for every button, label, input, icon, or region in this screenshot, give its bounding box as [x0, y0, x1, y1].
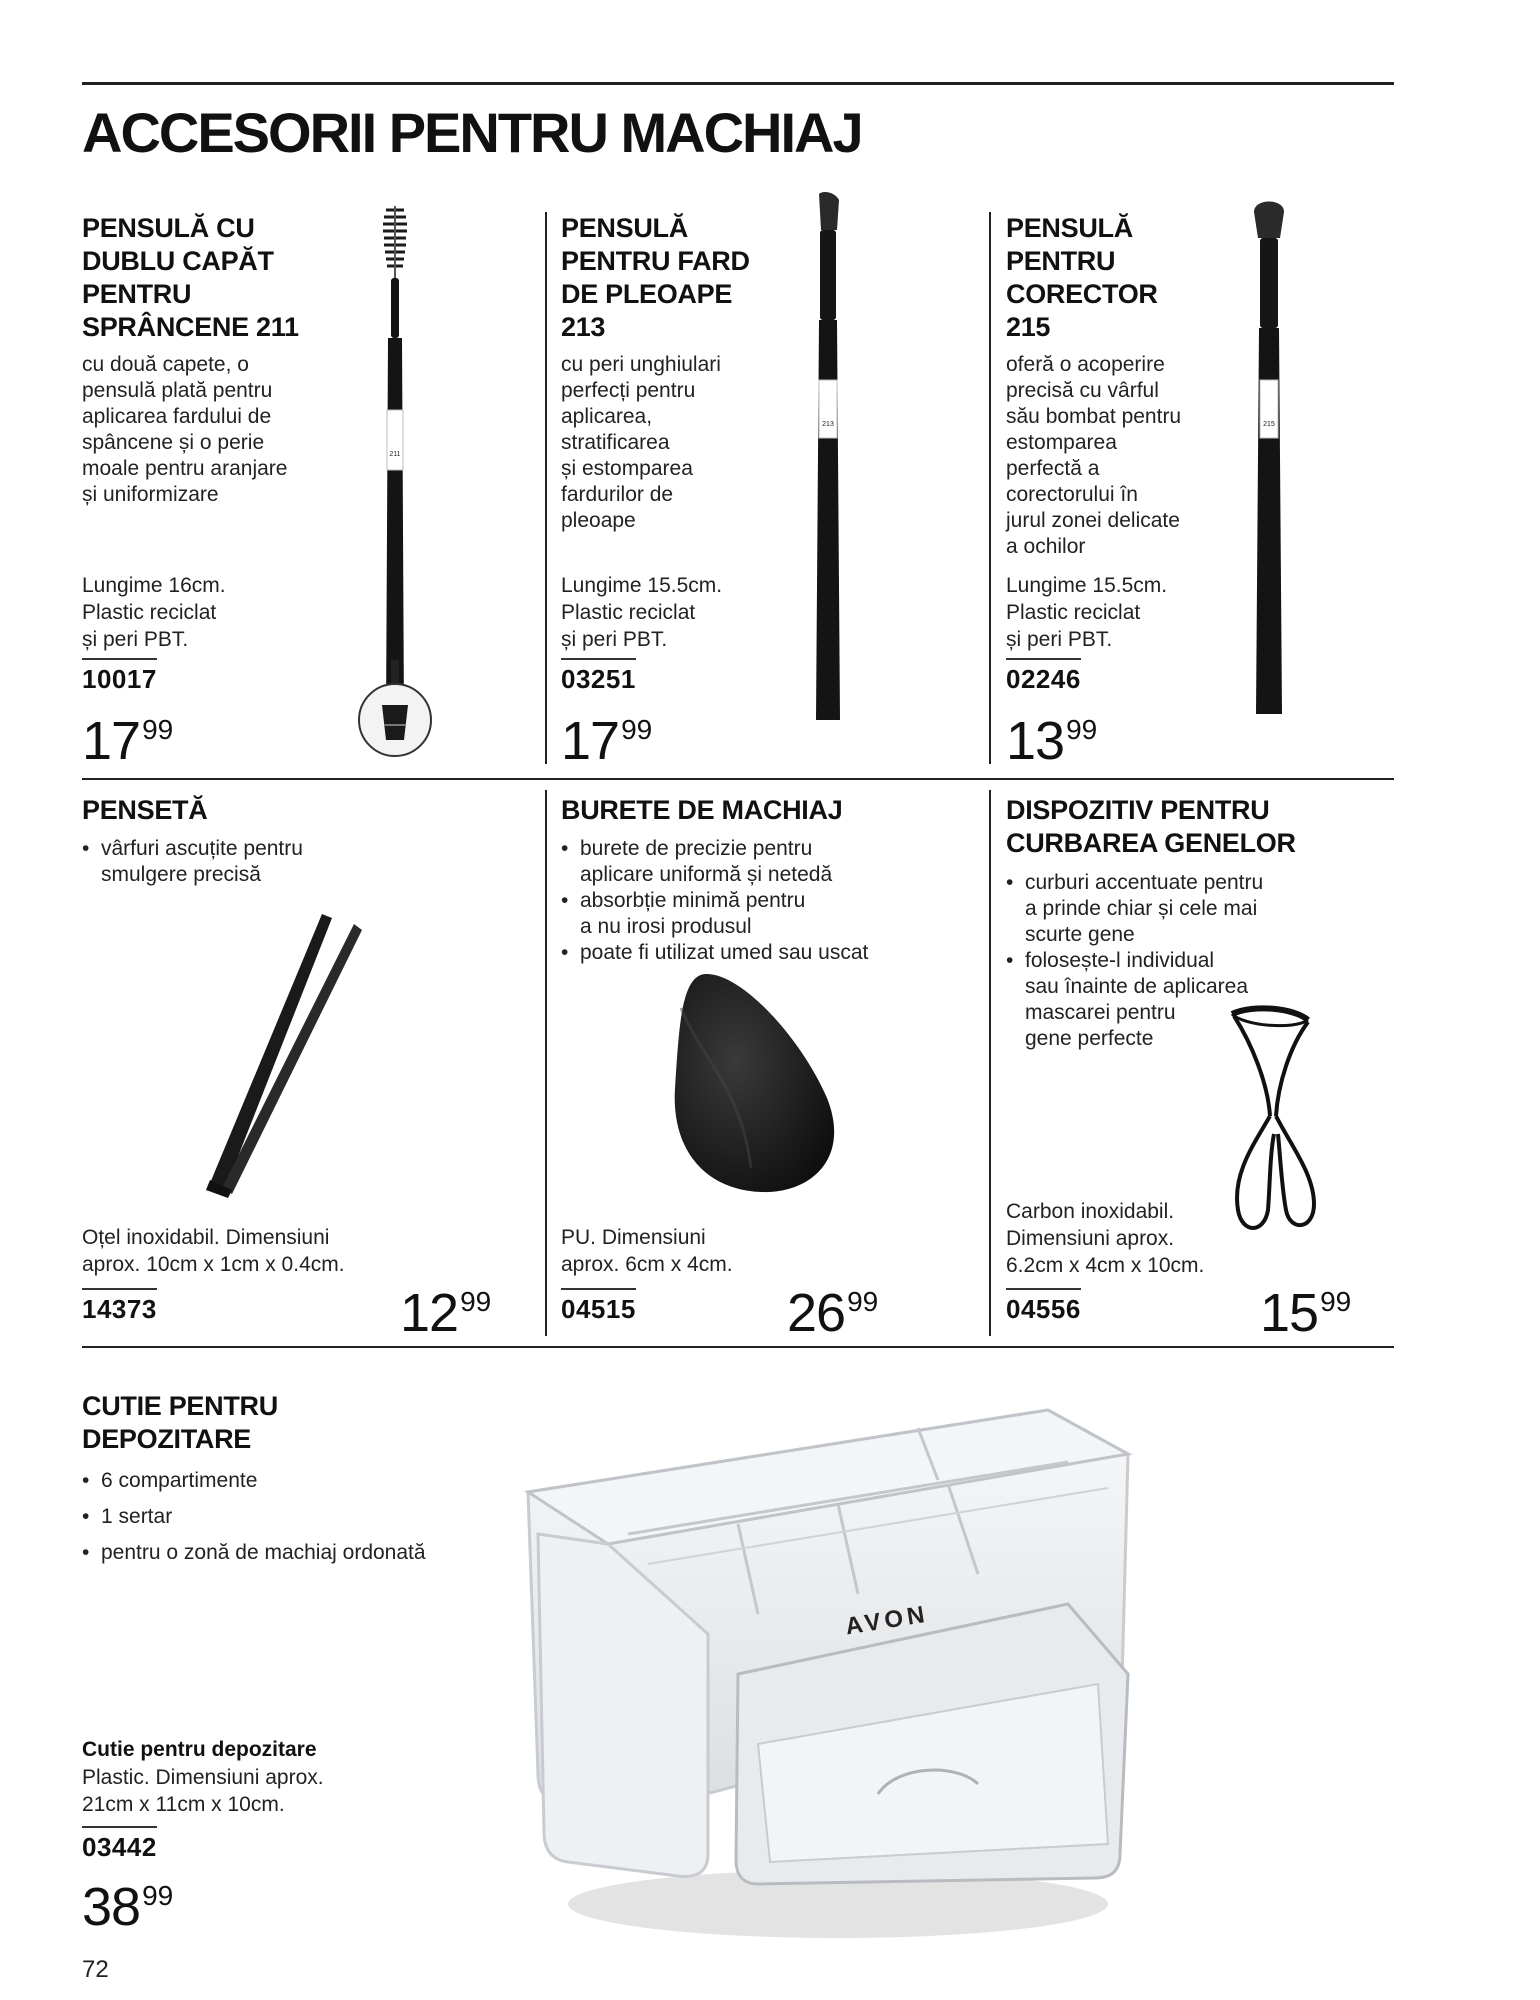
- product-card-sponge[interactable]: [561, 790, 981, 1343]
- product-specs: Lungime 15.5cm. Plastic reciclat și peri PBT.: [1006, 574, 1168, 651]
- top-rule: [82, 82, 1394, 85]
- price-cents: 99: [142, 714, 174, 745]
- product-specs: Oțel inoxidabil. Dimensiuni aprox. 10cm x 1cm x 0.4cm.: [82, 1226, 345, 1276]
- bullet-item: • folosește-l individual sau înainte de aplicarea mascarei pentru gene perfecte: [1006, 948, 1306, 1052]
- product-title: PENSETĂ: [82, 795, 208, 825]
- product-specs: Lungime 15.5cm. Plastic reciclat și peri PBT.: [561, 574, 723, 651]
- product-card-concealer-brush[interactable]: [1006, 212, 1396, 771]
- product-price: [561, 702, 652, 769]
- product-code: 03251: [561, 658, 636, 694]
- col-divider-1: [545, 212, 547, 764]
- brow-brush-image: [344, 200, 454, 760]
- concealer-brush-image: [1224, 194, 1314, 734]
- price-cents: 99: [460, 1286, 492, 1317]
- product-specs: Lungime 16cm. Plastic reciclat și peri PBT.: [82, 574, 226, 651]
- bullet-item: • poate fi utilizat umed sau uscat: [561, 940, 981, 966]
- product-title: BURETE DE MACHIAJ: [561, 795, 843, 825]
- product-code: 04556: [1006, 1288, 1081, 1324]
- product-specs: PU. Dimensiuni aprox. 6cm x 4cm.: [561, 1226, 733, 1276]
- product-price: [82, 1868, 173, 1935]
- row-divider-2: [82, 1346, 1394, 1348]
- product-title: CUTIE PENTRU DEPOZITARE: [82, 1391, 278, 1454]
- product-card-brow-brush[interactable]: [82, 212, 532, 771]
- product-card-eyelash-curler[interactable]: [1006, 790, 1396, 1343]
- bullet-item: • absorbție minimă pentru a nu irosi produsul: [561, 888, 981, 940]
- product-title: DISPOZITIV PENTRU CURBAREA GENELOR: [1006, 795, 1296, 858]
- price-cents: 99: [621, 714, 653, 745]
- product-price: [1260, 1274, 1351, 1341]
- product-code: 03442: [82, 1826, 157, 1862]
- brand-label: AVON: [843, 1600, 931, 1641]
- product-title: PENSULĂ PENTRU FARD DE PLEOAPE 213: [561, 213, 750, 342]
- price-cents: 99: [847, 1286, 879, 1317]
- tweezers-image: [182, 910, 382, 1200]
- product-price: [787, 1274, 878, 1341]
- product-card-tweezers[interactable]: [82, 790, 532, 1343]
- sponge-image: [661, 968, 861, 1198]
- price-cents: 99: [1320, 1286, 1352, 1317]
- price-main: 13: [1006, 711, 1065, 771]
- bullet-item: • 1 sertar: [82, 1504, 502, 1530]
- product-price: [82, 702, 173, 769]
- brush-label: 211: [389, 451, 401, 458]
- product-specs: Carbon inoxidabil. Dimensiuni aprox. 6.2cm x 4cm x 10cm.: [1006, 1200, 1205, 1277]
- product-card-eyeshadow-brush[interactable]: [561, 212, 981, 771]
- product-card-storage-box[interactable]: [82, 1380, 1394, 1980]
- product-bullets: [82, 836, 512, 888]
- product-code: 14373: [82, 1288, 157, 1324]
- col-divider-3: [545, 790, 547, 1336]
- product-description: oferă o acoperire precisă cu vârful său bombat pentru estomparea perfectă a corectorului în jurul zonei delicate a ochilor: [1006, 353, 1182, 558]
- price-main: 12: [400, 1283, 459, 1343]
- bullet-item: • pentru o zonă de machiaj ordonată: [82, 1540, 502, 1566]
- product-code: 10017: [82, 658, 157, 694]
- product-title: PENSULĂ PENTRU CORECTOR 215: [1006, 213, 1158, 342]
- brush-label: 213: [822, 421, 834, 428]
- bullet-item: • curburi accentuate pentru a prinde chiar și cele mai scurte gene: [1006, 870, 1306, 948]
- row-divider-1: [82, 778, 1394, 780]
- eyelash-curler-image: [1224, 1004, 1334, 1244]
- price-main: 17: [82, 711, 141, 771]
- col-divider-2: [989, 212, 991, 764]
- brush-label: 215: [1263, 421, 1275, 428]
- product-price: [400, 1274, 491, 1341]
- product-bullets: [82, 1468, 502, 1576]
- product-code: 04515: [561, 1288, 636, 1324]
- product-bullets: [561, 836, 981, 966]
- storage-box-image: [508, 1384, 1248, 1964]
- price-cents: 99: [142, 1880, 174, 1911]
- product-price: [1006, 702, 1097, 769]
- price-cents: 99: [1066, 714, 1098, 745]
- price-main: 26: [787, 1283, 846, 1343]
- price-main: 17: [561, 711, 620, 771]
- col-divider-4: [989, 790, 991, 1336]
- page-title: ACCESORII PENTRU MACHIAJ: [82, 101, 862, 164]
- bullet-item: • burete de precizie pentru aplicare uniformă și netedă: [561, 836, 981, 888]
- product-description: cu peri unghiulari perfecți pentru aplicarea, stratificarea și estomparea fardurilor de pleoape: [561, 353, 721, 532]
- eyeshadow-brush-image: [783, 190, 873, 730]
- bullet-item: • vârfuri ascuțite pentru smulgere precisă: [82, 836, 512, 888]
- price-main: 15: [1260, 1283, 1319, 1343]
- product-specs: Plastic. Dimensiuni aprox. 21cm x 11cm x 10cm.: [82, 1766, 324, 1816]
- product-code: 02246: [1006, 658, 1081, 694]
- product-spec-title: Cutie pentru depozitare: [82, 1738, 317, 1761]
- page-number: 72: [82, 1956, 109, 1983]
- product-title: PENSULĂ CU DUBLU CAPĂT PENTRU SPRÂNCENE 211: [82, 213, 299, 342]
- product-description: cu două capete, o pensulă plată pentru aplicarea fardului de spâncene și o perie moale pentru aranjare și uniformizare: [82, 353, 288, 506]
- price-main: 38: [82, 1877, 141, 1937]
- bullet-item: • 6 compartimente: [82, 1468, 502, 1494]
